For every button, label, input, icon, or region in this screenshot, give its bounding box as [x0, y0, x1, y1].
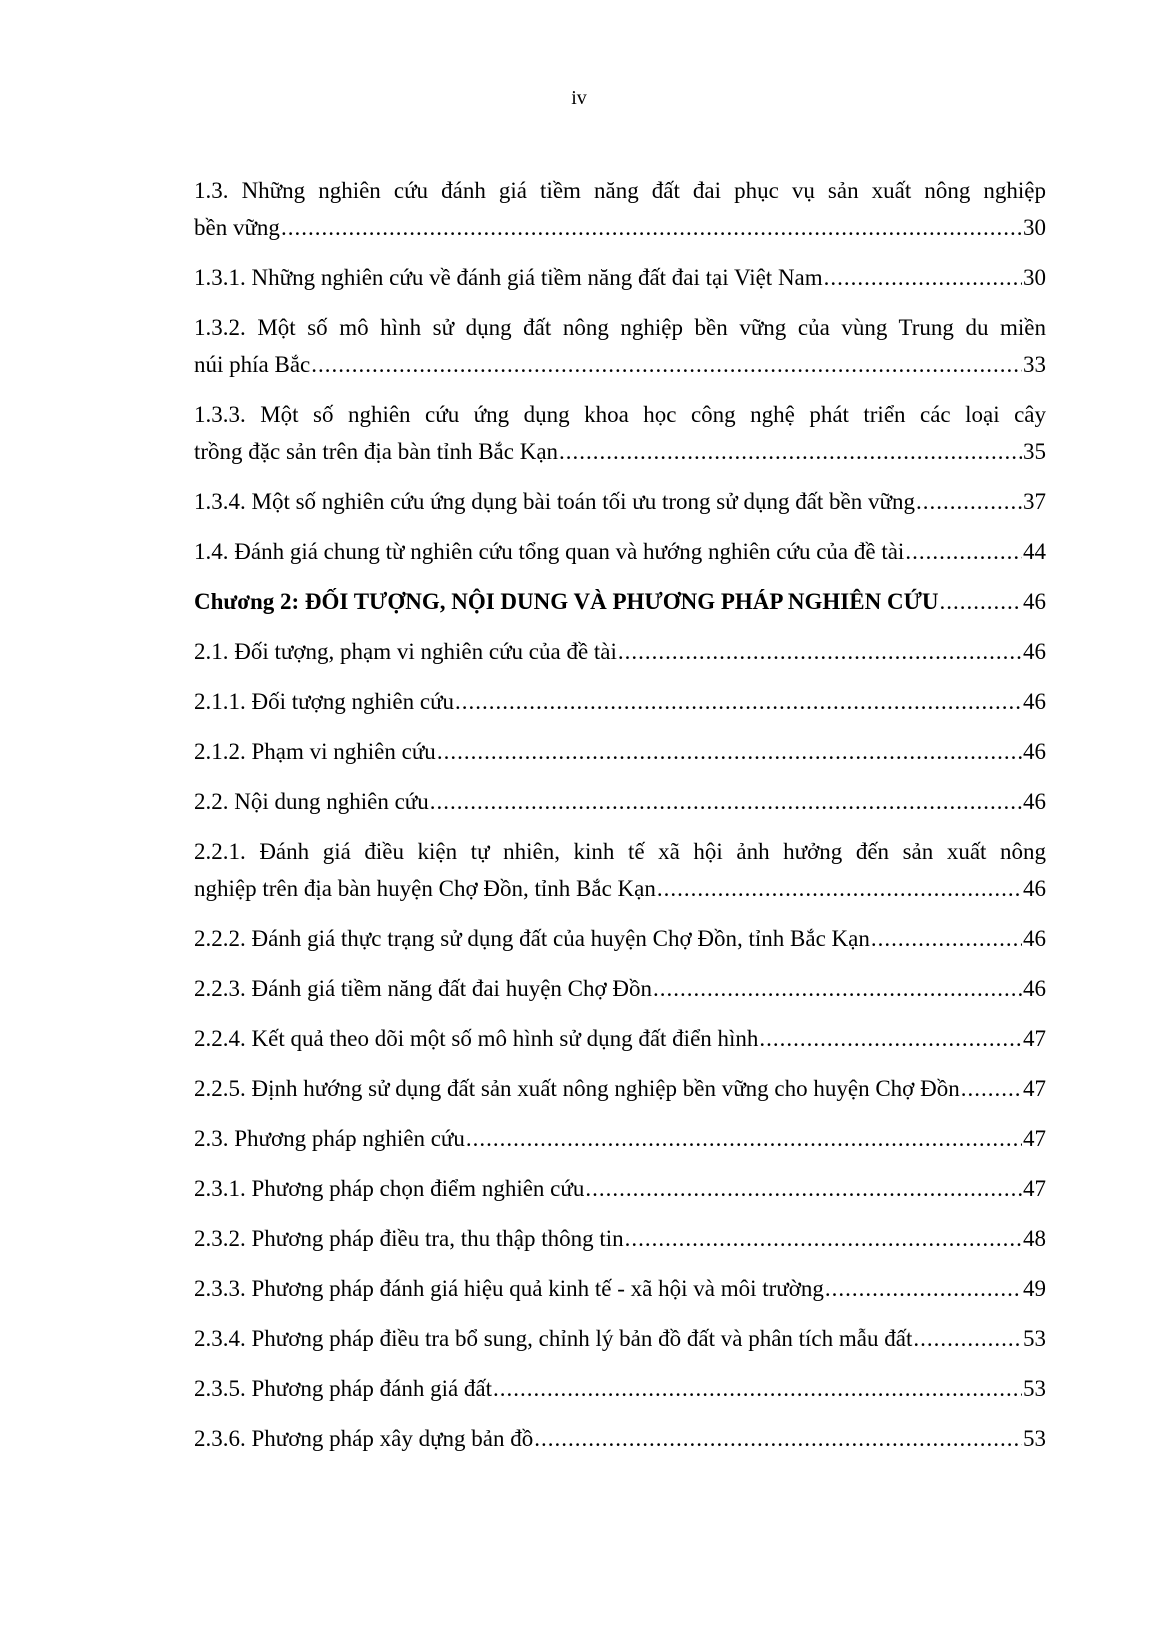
toc-entry[interactable] — [194, 483, 1046, 520]
dot-leader — [430, 783, 1022, 820]
toc-entry[interactable] — [194, 1420, 1046, 1457]
toc-entry-page: 48 — [1023, 1226, 1046, 1251]
toc-entry-title: 2.3.2. Phương pháp điều tra, thu thập thông tin — [194, 1226, 624, 1251]
toc-entry-title: 2.3.6. Phương pháp xây dựng bản đồ — [194, 1426, 534, 1451]
toc-entry-title: 2.3.1. Phương pháp chọn điểm nghiên cứu — [194, 1176, 585, 1201]
toc-entry[interactable] — [194, 970, 1046, 1007]
toc-entry-title: 2.1.1. Đối tượng nghiên cứu — [194, 689, 455, 714]
toc-entry-title: trồng đặc sản trên địa bàn tỉnh Bắc Kạn — [194, 439, 559, 464]
toc-entry-title: 2.2.5. Định hướng sử dụng đất sản xuất nông nghiệp bền vững cho huyện Chợ Đồn — [194, 1076, 960, 1101]
toc-entry-page: 46 — [1023, 926, 1046, 951]
dot-leader — [905, 533, 1022, 570]
toc-entry-title: 2.3.3. Phương pháp đánh giá hiệu quả kinh tế - xã hội và môi trường — [194, 1276, 824, 1301]
toc-entry-title: bền vững — [194, 215, 280, 240]
toc-entry-page: 53 — [1023, 1426, 1046, 1451]
toc-entry-title: 1.4. Đánh giá chung từ nghiên cứu tổng quan và hướng nghiên cứu của đề tài — [194, 539, 905, 564]
toc-entry[interactable] — [194, 396, 1046, 470]
toc-entry-title-line1: 1.3. Những nghiên cứu đánh giá tiềm năng đất đai phục vụ sản xuất nông nghiệp — [194, 178, 1046, 203]
toc-entry-title: 2.3.4. Phương pháp điều tra bổ sung, chỉnh lý bản đồ đất và phân tích mẫu đất — [194, 1326, 913, 1351]
toc-entry-title: 2.1.2. Phạm vi nghiên cứu — [194, 739, 436, 764]
toc-entry-page: 33 — [1023, 352, 1046, 377]
toc-entry-page: 35 — [1023, 439, 1046, 464]
toc-entry-page: 47 — [1023, 1176, 1046, 1201]
toc-entry-page: 30 — [1023, 265, 1046, 290]
toc-entry[interactable] — [194, 1320, 1046, 1357]
toc-entry-page: 47 — [1023, 1126, 1046, 1151]
toc-entry[interactable] — [194, 1020, 1046, 1057]
toc-entry-title: núi phía Bắc — [194, 352, 311, 377]
dot-leader — [825, 1270, 1022, 1307]
toc-chapter-entry[interactable] — [194, 583, 1046, 620]
toc-entry[interactable] — [194, 1170, 1046, 1207]
toc-entry-page: 47 — [1023, 1026, 1046, 1051]
toc-entry[interactable] — [194, 1070, 1046, 1107]
toc-entry-page: 53 — [1023, 1376, 1046, 1401]
toc-entry-title: 2.3. Phương pháp nghiên cứu — [194, 1126, 465, 1151]
dot-leader — [625, 1220, 1022, 1257]
toc-entry-title: 2.2. Nội dung nghiên cứu — [194, 789, 429, 814]
toc-entry-title-line1: 2.2.1. Đánh giá điều kiện tự nhiên, kinh tế xã hội ảnh hưởng đến sản xuất nông — [194, 839, 1046, 864]
toc-entry-page: 47 — [1023, 1076, 1046, 1101]
toc-entry-page: 37 — [1023, 489, 1046, 514]
toc-entry[interactable] — [194, 172, 1046, 246]
toc-entry[interactable] — [194, 309, 1046, 383]
dot-leader — [657, 870, 1022, 907]
toc-entry[interactable] — [194, 920, 1046, 957]
chapter-label: Chương 2 — [194, 589, 292, 614]
dot-leader — [916, 483, 1022, 520]
table-of-contents — [194, 172, 1046, 1470]
toc-entry[interactable] — [194, 783, 1046, 820]
toc-entry-title: 1.3.4. Một số nghiên cứu ứng dụng bài toán tối ưu trong sử dụng đất bền vững — [194, 489, 915, 514]
toc-entry-page: 46 — [1023, 789, 1046, 814]
dot-leader — [281, 209, 1022, 246]
toc-entry[interactable] — [194, 1270, 1046, 1307]
toc-entry-title: 2.2.4. Kết quả theo dõi một số mô hình sử dụng đất điển hình — [194, 1026, 759, 1051]
toc-entry-page: 46 — [1023, 639, 1046, 664]
toc-entry-page: 53 — [1023, 1326, 1046, 1351]
toc-entry-page: 46 — [1023, 689, 1046, 714]
dot-leader — [534, 1420, 1022, 1457]
dot-leader — [493, 1370, 1022, 1407]
toc-entry-title: 2.3.5. Phương pháp đánh giá đất — [194, 1376, 493, 1401]
toc-entry-page: 46 — [1023, 589, 1046, 614]
dot-leader — [939, 583, 1022, 620]
toc-entry[interactable] — [194, 833, 1046, 907]
dot-leader — [913, 1320, 1022, 1357]
toc-entry[interactable] — [194, 259, 1046, 296]
toc-entry[interactable] — [194, 1370, 1046, 1407]
dot-leader — [559, 433, 1022, 470]
toc-entry-page: 46 — [1023, 876, 1046, 901]
chapter-title-text: ĐỐI TƯỢNG, NỘI DUNG VÀ PHƯƠNG PHÁP NGHIÊN CỨU — [299, 589, 939, 614]
toc-entry-title-line1: 1.3.2. Một số mô hình sử dụng đất nông nghiệp bền vững của vùng Trung du miền — [194, 315, 1046, 340]
dot-leader — [455, 683, 1022, 720]
toc-chapter-title — [194, 583, 938, 620]
chapter-separator: : — [291, 589, 300, 614]
dot-leader — [466, 1120, 1022, 1157]
dot-leader — [437, 733, 1022, 770]
toc-entry-title-line1: 1.3.3. Một số nghiên cứu ứng dụng khoa học công nghệ phát triển các loại cây — [194, 402, 1046, 427]
toc-entry-page: 46 — [1023, 976, 1046, 1001]
toc-entry-page: 46 — [1023, 739, 1046, 764]
toc-entry[interactable] — [194, 733, 1046, 770]
dot-leader — [585, 1170, 1022, 1207]
toc-entry-title: 2.2.3. Đánh giá tiềm năng đất đai huyện Chợ Đồn — [194, 976, 653, 1001]
toc-entry-page: 49 — [1023, 1276, 1046, 1301]
toc-entry-page: 44 — [1023, 539, 1046, 564]
dot-leader — [311, 346, 1022, 383]
dot-leader — [618, 633, 1022, 670]
page-number: iv — [571, 87, 587, 109]
toc-entry-page: 30 — [1023, 215, 1046, 240]
dot-leader — [961, 1070, 1022, 1107]
toc-entry-title: 1.3.1. Những nghiên cứu về đánh giá tiềm năng đất đai tại Việt Nam — [194, 265, 823, 290]
toc-entry[interactable] — [194, 1120, 1046, 1157]
toc-entry[interactable] — [194, 683, 1046, 720]
toc-entry[interactable] — [194, 1220, 1046, 1257]
dot-leader — [653, 970, 1022, 1007]
toc-entry-title: nghiệp trên địa bàn huyện Chợ Đồn, tỉnh Bắc Kạn — [194, 876, 656, 901]
dot-leader — [824, 259, 1022, 296]
toc-entry[interactable] — [194, 633, 1046, 670]
toc-entry-title: 2.1. Đối tượng, phạm vi nghiên cứu của đề tài — [194, 639, 617, 664]
toc-entry-title: 2.2.2. Đánh giá thực trạng sử dụng đất của huyện Chợ Đồn, tỉnh Bắc Kạn — [194, 926, 870, 951]
dot-leader — [871, 920, 1022, 957]
toc-entry[interactable] — [194, 533, 1046, 570]
dot-leader — [759, 1020, 1022, 1057]
